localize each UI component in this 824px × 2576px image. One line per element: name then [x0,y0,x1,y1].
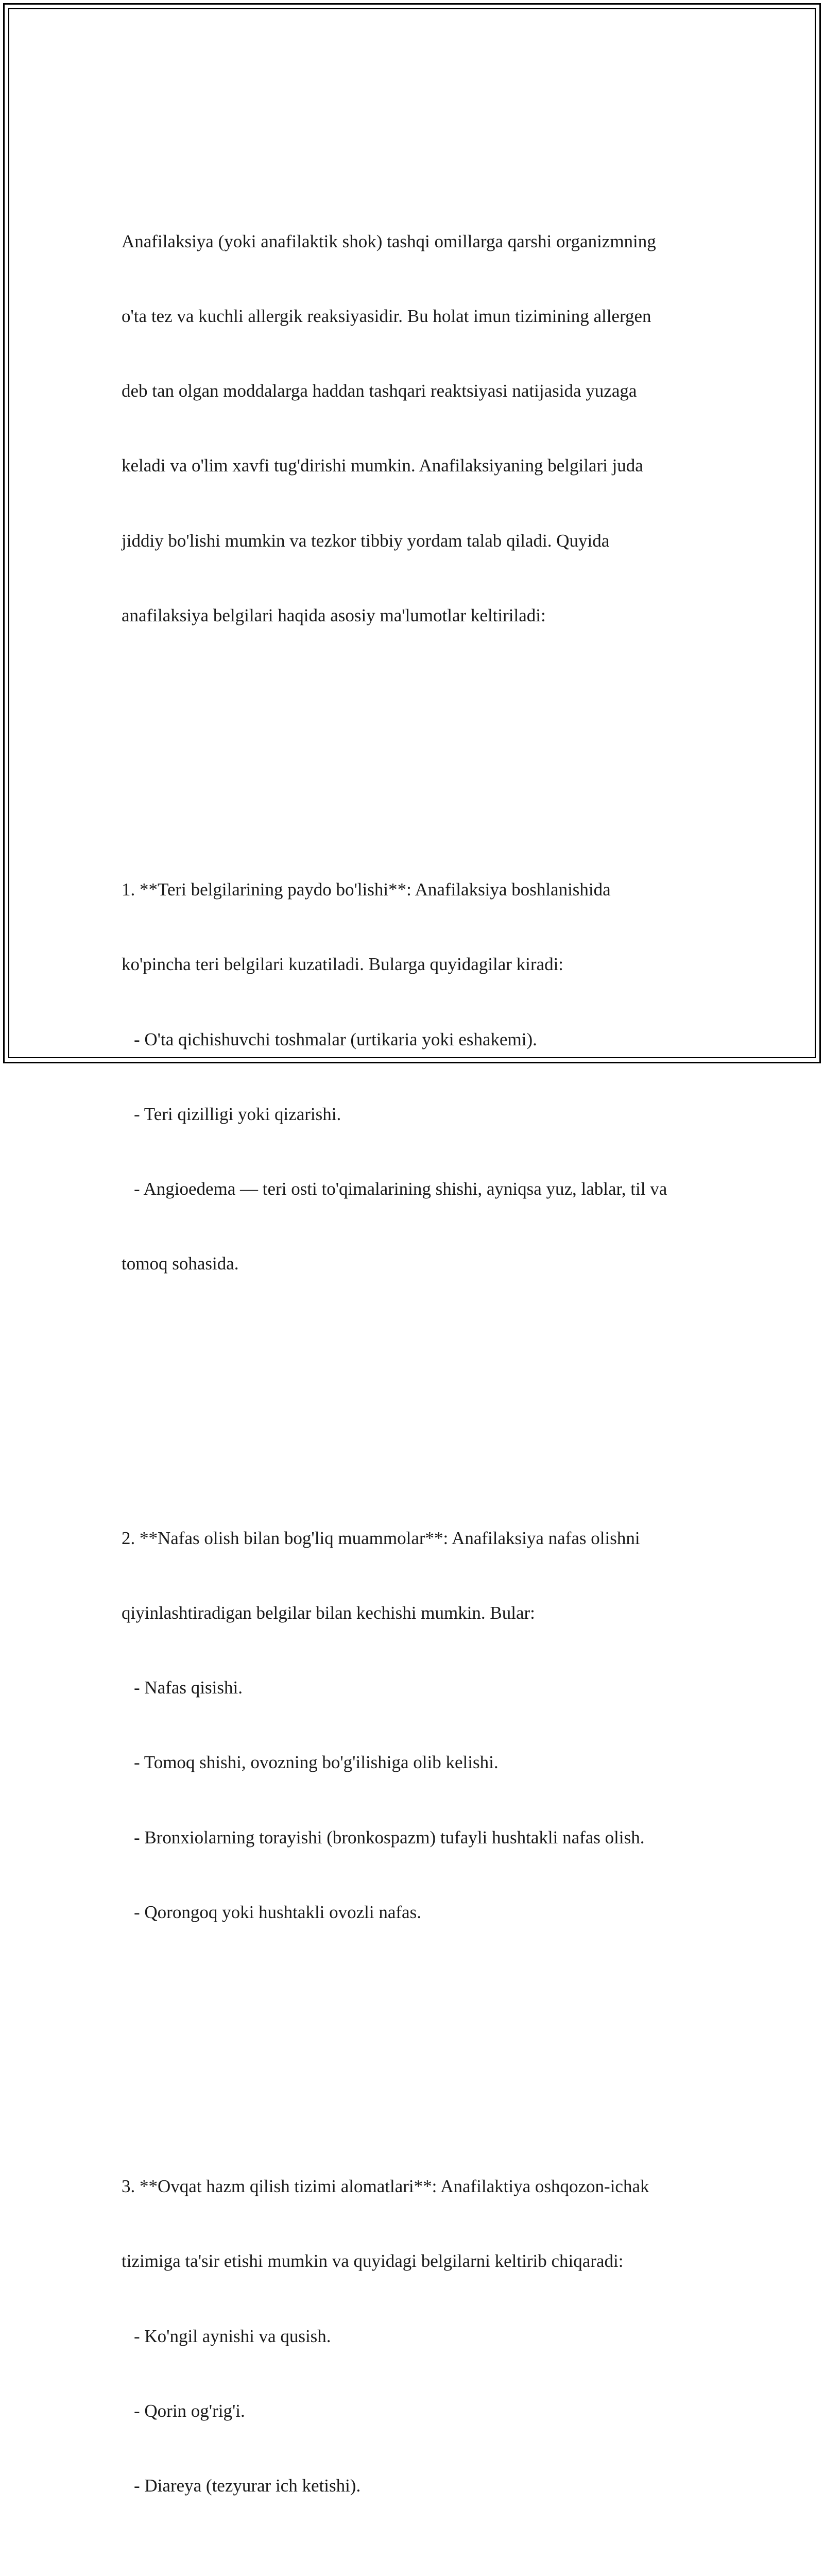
text-line: keladi va o'lim xavfi tug'dirishi mumkin. Anafilaksiyaning belgilari juda [122,455,643,476]
text-line: deb tan olgan moddalarga haddan tashqari reaktsiyasi natijasida yuzaga [122,381,637,401]
section-skin-symptoms [122,827,714,1326]
text-line: Anafilaksiya (yoki anafilaktik shok) tashqi omillarga qarshi organizmning [122,231,656,251]
section-breathing-problems [122,1476,714,1975]
text-line: jiddiy bo'lishi mumkin va tezkor tibbiy yordam talab qiladi. Quyida [122,530,610,551]
section-heading-line: 1. **Teri belgilarining paydo bo'lishi**: Anafilaksiya boshlanishida [122,879,611,900]
list-item: - Tomoq shishi, ovozning bo'g'ilishiga olib kelishi. [134,1752,499,1773]
intro-paragraph [122,179,714,678]
text-line: o'ta tez va kuchli allergik reaksiyasidir. Bu holat imun tizimining allergen [122,306,651,326]
section-digestive-symptoms [122,2124,714,2548]
section-heading-line: ko'pincha teri belgilari kuzatiladi. Bularga quyidagilar kiradi: [122,954,564,975]
list-item: - O'ta qichishuvchi toshmalar (urtikaria yoki eshakemi). [134,1029,537,1049]
list-item: - Teri qizilligi yoki qizarishi. [134,1104,341,1124]
section-heading-line: tizimiga ta'sir etishi mumkin va quyidagi belgilarni keltirib chiqaradi: [122,2251,624,2272]
list-item: - Qorongoq yoki hushtakli ovozli nafas. [134,1902,421,1922]
list-item: - Diareya (tezyurar ich ketishi). [134,2476,361,2496]
section-heading-line: qiyinlashtiradigan belgilar bilan kechishi mumkin. Bular: [122,1602,535,1623]
section-heading-line: 3. **Ovqat hazm qilish tizimi alomatlari**: Anafilaktiya oshqozon-ichak [122,2176,649,2197]
document-body [122,129,714,2576]
list-item: - Qorin og'rig'i. [134,2400,245,2421]
section-heading-line: 2. **Nafas olish bilan bog'liq muammolar**: Anafilaksiya nafas olishni [122,1528,640,1548]
text-line: anafilaksiya belgilari haqida asosiy ma'lumotlar keltiriladi: [122,605,546,625]
paragraph-gap [122,1376,714,1401]
list-item: - Nafas qisishi. [134,1677,243,1698]
list-item: - Ko'ngil aynishi va qusish. [134,2326,331,2346]
paragraph-gap [122,728,714,753]
paragraph-gap [122,2025,714,2049]
list-item-continuation: tomoq sohasida. [122,1253,239,1274]
list-item: - Bronxiolarning torayishi (bronkospazm) tufayli hushtakli nafas olish. [134,1827,645,1848]
list-item: - Angioedema — teri osti to'qimalarining shishi, ayniqsa yuz, lablar, til va [134,1179,667,1199]
